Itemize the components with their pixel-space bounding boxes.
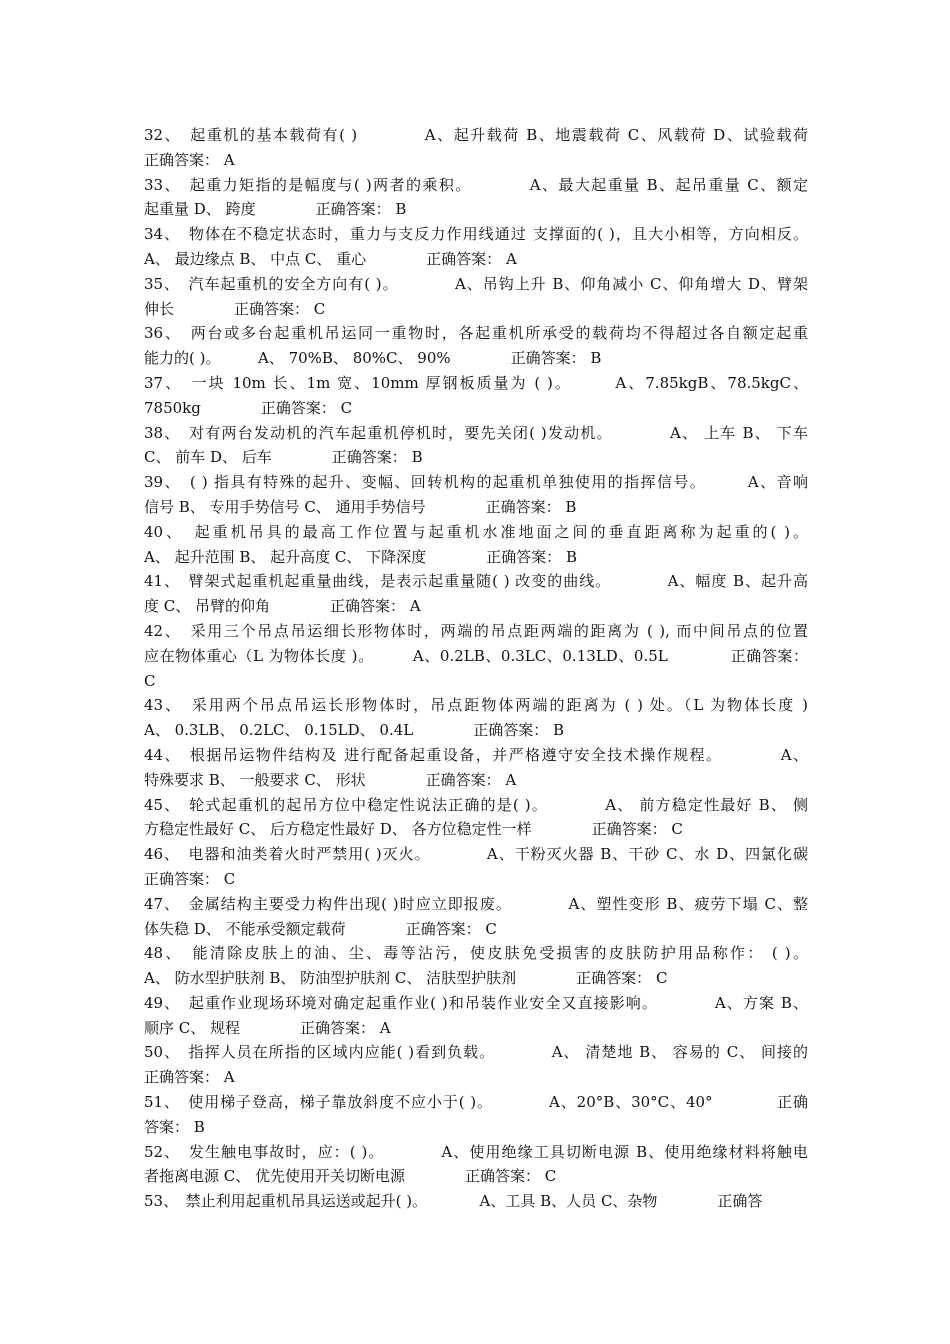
text-line: 7850kg 正确答案： C <box>144 398 353 417</box>
text-line: 答案： B <box>144 1117 205 1136</box>
text-line: 46、 电器和油类着火时严禁用( )灭火。 A、干粉灭火器 B、干砂 C、水 D、四氯化碳 <box>144 845 808 864</box>
text-line: 43、 采用两个吊点吊运长形物体时，吊点距物体两端的距离为 ( ) 处。（L 为物体长度 ) <box>144 696 808 715</box>
text-line: 45、 轮式起重机的起吊方位中稳定性说法正确的是( )。 A、 前方稳定性最好 B、 侧 <box>144 795 808 814</box>
text-line: 44、 根据吊运物件结构及 进行配备起重设备，并严格遵守安全技术操作规程。 A、 <box>144 745 808 764</box>
text-line: 32、 起重机的基本载荷有( ) A、起升载荷 B、地震载荷 C、风载荷 D、试验载荷 <box>144 126 808 144</box>
text-line: 41、 臂架式起重机起重量曲线，是表示起重量随( ) 改变的曲线。 A、幅度 B、起升高 <box>144 572 808 591</box>
text-line: 度 C、 吊臂的仰角 正确答案： A <box>144 597 421 616</box>
text-line: 特殊要求 B、 一般要求 C、 形状 正确答案： A <box>144 770 517 789</box>
text-line: 48、 能清除皮肤上的油、尘、毒等沾污，使皮肤免受损害的皮肤防护用品称作： ( )。 <box>144 944 808 963</box>
text-line: C、 前车 D、 后车 正确答案： B <box>144 448 423 467</box>
text-line: 正确答案： A <box>144 1068 235 1087</box>
text-line: 49、 起重作业现场环境对确定起重作业( )和吊装作业安全又直接影响。 A、方案 B、 <box>144 993 808 1012</box>
text-line: 信号 B、 专用手势信号 C、 通用手势信号 正确答案： B <box>144 497 577 516</box>
text-line: 39、 ( ) 指具有特殊的起升、变幅、回转机构的起重机单独使用的指挥信号。 A、音响 <box>144 473 808 492</box>
text-line: A、 0.3LB、 0.2LC、 0.15LD、 0.4L 正确答案： B <box>144 721 565 740</box>
text-line: 36、 两台或多台起重机吊运同一重物时，各起重机所承受的载荷均不得超过各自额定起重 <box>144 324 808 343</box>
text-line: 52、 发生触电事故时，应：( )。 A、使用绝缘工具切断电源 B、使用绝缘材料将触电 <box>144 1142 808 1161</box>
text-line: 35、 汽车起重机的安全方向有( )。 A、吊钩上升 B、仰角减小 C、仰角增大 D、臂架 <box>144 274 808 293</box>
text-line: 47、 金属结构主要受力构件出现( )时应立即报废。 A、塑性变形 B、疲劳下塌 C、整 <box>144 894 808 913</box>
text-line: 能力的( )。 A、 70%B、 80%C、 90% 正确答案： B <box>144 349 602 368</box>
text-line: 50、 指挥人员在所指的区域内应能( )看到负载。 A、 清楚地 B、 容易的 C、 间接的 <box>144 1043 808 1062</box>
text-line: A、 最边缘点 B、 中点 C、 重心 正确答案： A <box>144 249 517 268</box>
text-line: 34、 物体在不稳定状态时，重力与支反力作用线通过 支撑面的( )，且大小相等，方向相反。 <box>144 225 808 244</box>
text-line: 42、 采用三个吊点吊运细长形物体时，两端的吊点距两端的距离为 ( ), 而中间吊点的位置 <box>144 621 808 640</box>
text-line: 51、 使用梯子登高，梯子靠放斜度不应小于( )。 A、20°B、30°C、40° 正确 <box>144 1093 808 1112</box>
text-line: 33、 起重力矩指的是幅度与( )两者的乘积。 A、最大起重量 B、起吊重量 C、额定 <box>144 175 808 194</box>
text-line: 38、 对有两台发动机的汽车起重机停机时，要先关闭( )发动机。 A、 上车 B、 下车 <box>144 423 808 442</box>
text-line: A、 防水型护肤剂 B、 防油型护肤剂 C、 洁肤型护肤剂 正确答案： C <box>144 969 668 988</box>
text-line: 顺序 C、 规程 正确答案： A <box>144 1018 391 1037</box>
document-page <box>144 123 808 1214</box>
text-line: 伸长 正确答案： C <box>144 299 326 318</box>
text-line: 起重量 D、 跨度 正确答案： B <box>144 200 407 219</box>
text-line: 应在物体重心（L 为物体长度 )。 A、0.2LB、0.3LC、0.13LD、0.5L 正确答案： <box>144 646 808 665</box>
text-line: 正确答案： A <box>144 150 235 169</box>
text-line: C <box>144 671 156 690</box>
text-line: 者拖离电源 C、 优先使用开关切断电源 正确答案： C <box>144 1167 557 1186</box>
text-line: A、 起升范围 B、 起升高度 C、 下降深度 正确答案： B <box>144 547 577 566</box>
text-line: 40、 起重机吊具的最高工作位置与起重机水准地面之间的垂直距离称为起重的( )。 <box>144 522 808 541</box>
text-line: 正确答案： C <box>144 869 236 888</box>
text-line: 37、 一块 10m 长、1m 宽、10mm 厚钢板质量为 ( )。 A、7.85kgB、78.5kgC、 <box>144 373 808 392</box>
text-line: 体失稳 D、 不能承受额定载荷 正确答案： C <box>144 919 497 938</box>
text-line: 方稳定性最好 C、 后方稳定性最好 D、 各方位稳定性一样 正确答案： C <box>144 820 683 839</box>
text-line: 53、 禁止利用起重机吊具运送或起升( )。 A、工具 B、人员 C、杂物 正确答 <box>144 1192 763 1211</box>
